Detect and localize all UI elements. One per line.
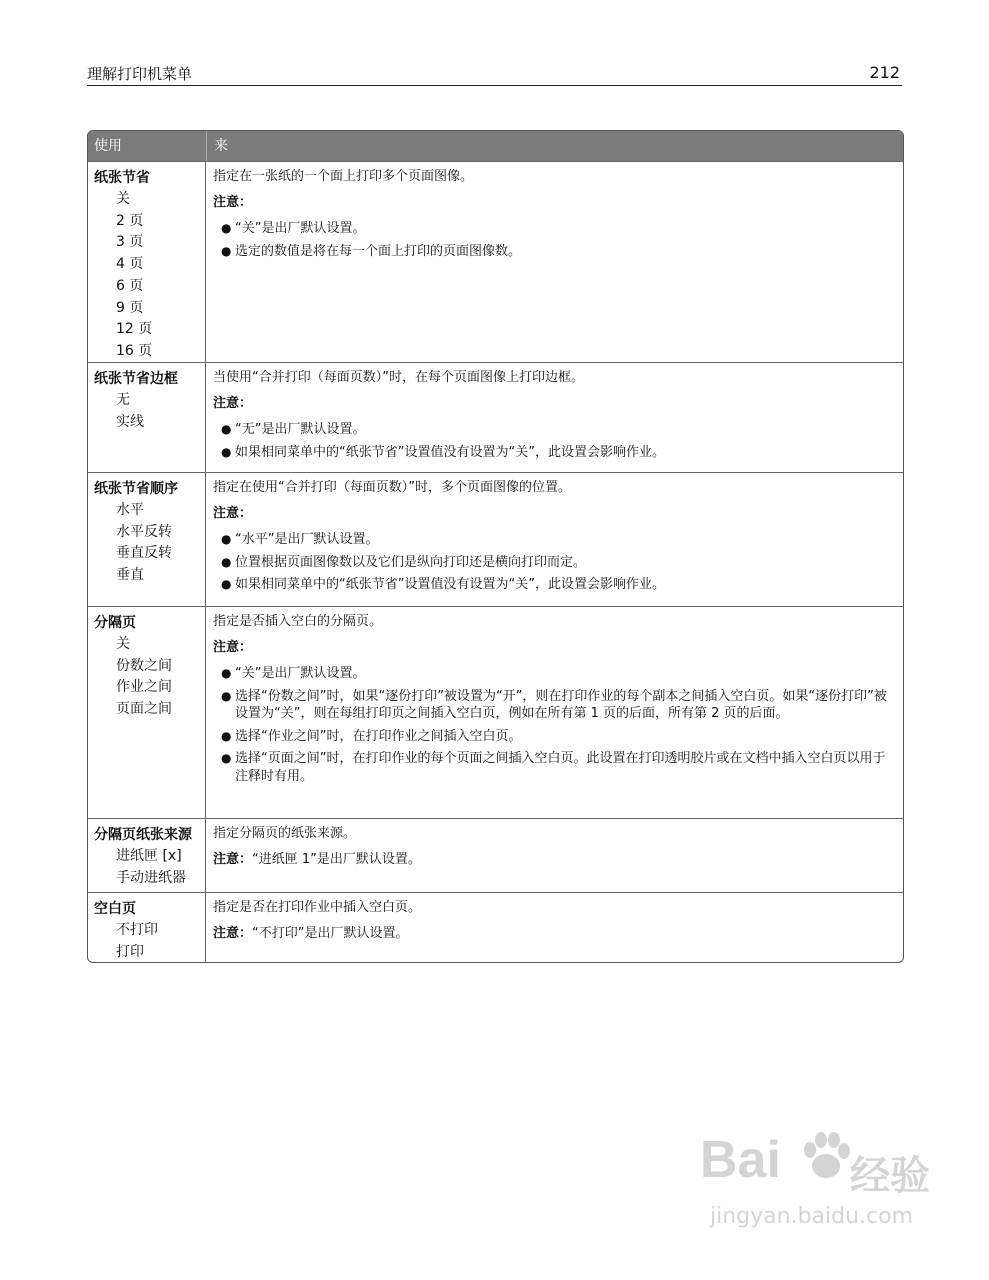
list-item bbox=[213, 576, 897, 594]
description-cell bbox=[206, 363, 903, 472]
menu-item-name: 空白页 bbox=[94, 901, 136, 917]
menu-option: 垂直 bbox=[116, 567, 144, 584]
menu-option: 9 页 bbox=[116, 299, 144, 316]
description-text: 指定是否插入空白的分隔页。 bbox=[213, 614, 383, 629]
table-row bbox=[88, 818, 903, 892]
note-text: “关”是出厂默认设置。 bbox=[235, 666, 366, 681]
description-cell bbox=[206, 607, 903, 818]
menu-option: 份数之间 bbox=[116, 657, 172, 674]
menu-option: 打印 bbox=[116, 943, 144, 960]
menu-option: 6 页 bbox=[116, 277, 144, 294]
menu-option: 进纸匣 [x] bbox=[116, 848, 182, 864]
page-number: 212 bbox=[869, 63, 900, 82]
list-item bbox=[213, 554, 897, 572]
note-text: “进纸匣 1”是出厂默认设置。 bbox=[252, 852, 421, 867]
note-text: 位置根据页面图像数以及它们是纵向打印还是横向打印而定。 bbox=[235, 554, 587, 570]
bullet-icon: ● bbox=[221, 728, 232, 743]
note-list bbox=[213, 421, 897, 461]
note-text: 如果相同菜单中的“纸张节省”设置值没有设置为“关”，此设置会影响作业。 bbox=[235, 577, 665, 593]
menu-item-cell bbox=[88, 893, 206, 962]
menu-option: 垂直反转 bbox=[116, 545, 172, 562]
note-text: “无”是出厂默认设置。 bbox=[235, 422, 366, 437]
note-label: 注意： bbox=[213, 396, 253, 411]
bullet-icon: ● bbox=[221, 751, 232, 766]
description-text: 指定是否在打印作业中插入空白页。 bbox=[213, 900, 422, 915]
baidu-watermark bbox=[700, 1130, 940, 1250]
menu-option: 手动进纸器 bbox=[116, 869, 186, 886]
menu-option: 实线 bbox=[116, 413, 144, 430]
settings-table bbox=[87, 130, 904, 963]
menu-item-name: 纸张节省边框 bbox=[94, 371, 178, 387]
menu-item-cell bbox=[88, 607, 206, 818]
bullet-icon: ● bbox=[221, 688, 232, 703]
menu-option: 页面之间 bbox=[116, 701, 172, 718]
menu-option: 12 页 bbox=[116, 321, 153, 338]
bullet-icon: ● bbox=[221, 666, 232, 680]
column-header-purpose: 来 bbox=[214, 138, 228, 154]
note-text: 选择“作业之间”时，在打印作业之间插入空白页。 bbox=[235, 728, 522, 744]
note-line bbox=[213, 925, 897, 943]
note-text: “不打印”是出厂默认设置。 bbox=[252, 926, 409, 941]
list-item bbox=[213, 688, 897, 723]
bullet-icon: ● bbox=[221, 444, 232, 459]
note-text: “水平”是出厂默认设置。 bbox=[235, 532, 379, 547]
page-header bbox=[87, 63, 902, 86]
note-list bbox=[213, 531, 897, 594]
paw-icon bbox=[796, 1126, 856, 1186]
bullet-icon: ● bbox=[221, 532, 232, 546]
table-header bbox=[88, 131, 903, 161]
table-row bbox=[88, 472, 903, 606]
menu-option: 16 页 bbox=[116, 342, 153, 359]
watermark-url: jingyan.baidu.com bbox=[710, 1204, 914, 1229]
bullet-icon: ● bbox=[221, 554, 232, 569]
menu-option: 关 bbox=[116, 191, 130, 207]
bullet-icon: ● bbox=[221, 221, 232, 235]
menu-option: 关 bbox=[116, 636, 130, 652]
note-list bbox=[213, 220, 897, 260]
note-text: “关”是出厂默认设置。 bbox=[235, 221, 366, 236]
note-label: 注意： bbox=[213, 640, 253, 655]
note-text: 选择“份数之间”时，如果“逐份打印”被设置为“开”，则在打印作业的每个副本之间插入空白页。如果“逐份打印”被设置为“关”，则在每组打印页之间插入空白页，例如在所有第 1 页的后面，所有第 2 页的后面。 bbox=[235, 688, 887, 722]
list-item bbox=[213, 728, 897, 746]
watermark-brand: Bai bbox=[700, 1131, 781, 1189]
header-title: 理解打印机菜单 bbox=[87, 65, 193, 83]
menu-option: 4 页 bbox=[116, 256, 144, 273]
table-row bbox=[88, 161, 903, 362]
description-cell bbox=[206, 819, 903, 892]
menu-option: 2 页 bbox=[116, 212, 144, 229]
description-text: 指定分隔页的纸张来源。 bbox=[213, 826, 357, 841]
description-text: 指定在使用“合并打印（每面页数）”时，多个页面图像的位置。 bbox=[213, 480, 571, 495]
watermark-brand-cn: 经验 bbox=[850, 1153, 930, 1199]
note-text: 选择“页面之间”时，在打印作业的每个页面之间插入空白页。此设置在打印透明胶片或在文档中插入空白页以用于注释时有用。 bbox=[235, 751, 886, 784]
description-cell bbox=[206, 893, 903, 962]
list-item bbox=[213, 421, 897, 439]
note-list bbox=[213, 665, 897, 786]
column-header-use: 使用 bbox=[88, 131, 207, 161]
table-row bbox=[88, 606, 903, 818]
note-label: 注意： bbox=[213, 506, 253, 521]
menu-option: 作业之间 bbox=[116, 679, 172, 696]
menu-item-cell bbox=[88, 162, 206, 362]
note-label: 注意： bbox=[213, 926, 253, 941]
menu-item-cell bbox=[88, 363, 206, 472]
table-row bbox=[88, 892, 903, 962]
description-cell bbox=[206, 162, 903, 362]
bullet-icon: ● bbox=[221, 422, 232, 436]
list-item bbox=[213, 665, 897, 683]
menu-option: 3 页 bbox=[116, 234, 144, 251]
bullet-icon: ● bbox=[221, 577, 232, 592]
list-item bbox=[213, 750, 897, 785]
list-item bbox=[213, 531, 897, 549]
menu-item-name: 纸张节省 bbox=[94, 170, 150, 186]
list-item bbox=[213, 243, 897, 261]
menu-item-cell bbox=[88, 819, 206, 892]
note-text: 如果相同菜单中的“纸张节省”设置值没有设置为“关”，此设置会影响作业。 bbox=[235, 444, 665, 460]
menu-option: 水平 bbox=[116, 502, 144, 518]
menu-item-name: 纸张节省顺序 bbox=[94, 481, 178, 497]
description-text: 指定在一张纸的一个面上打印多个页面图像。 bbox=[213, 169, 474, 184]
menu-item-cell bbox=[88, 473, 206, 606]
description-cell bbox=[206, 473, 903, 606]
note-text: 选定的数值是将在每一个面上打印的页面图像数。 bbox=[235, 243, 522, 259]
menu-option: 无 bbox=[116, 392, 130, 408]
menu-option: 水平反转 bbox=[116, 523, 172, 540]
note-label: 注意： bbox=[213, 852, 253, 867]
note-label: 注意： bbox=[213, 195, 253, 210]
bullet-icon: ● bbox=[221, 243, 232, 258]
note-line bbox=[213, 851, 897, 869]
menu-item-name: 分隔页纸张来源 bbox=[94, 827, 192, 843]
menu-option: 不打印 bbox=[116, 922, 158, 938]
list-item bbox=[213, 444, 897, 462]
description-text: 当使用“合并打印（每面页数）”时，在每个页面图像上打印边框。 bbox=[213, 370, 584, 385]
list-item bbox=[213, 220, 897, 238]
menu-item-name: 分隔页 bbox=[94, 615, 136, 631]
table-row bbox=[88, 362, 903, 472]
